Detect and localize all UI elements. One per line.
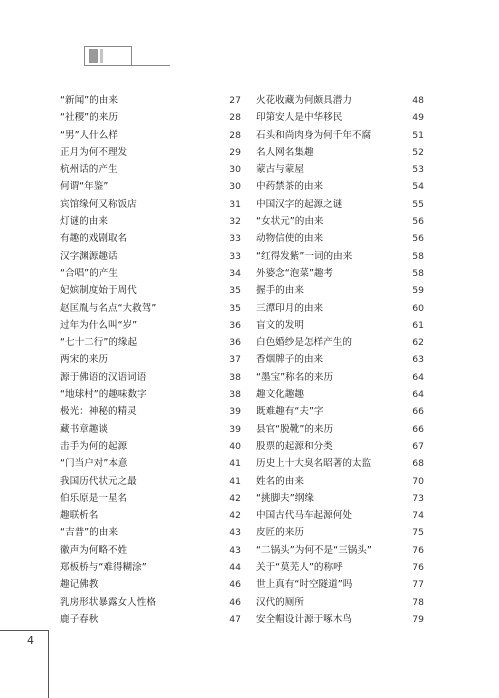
toc-entry	[60, 351, 241, 368]
toc-entry-page: 78	[412, 596, 424, 608]
toc-entry	[256, 127, 424, 144]
toc-entry-title: 世上真有“时空隧道”吗	[256, 579, 353, 591]
toc-entry	[60, 265, 241, 282]
toc-entry-title: 有趣的戏剧取名	[60, 233, 128, 245]
toc-entry	[256, 559, 424, 576]
toc-entry	[60, 524, 241, 541]
toc-entry-title: 皮匠的来历	[256, 527, 304, 539]
toc-entry-page: 76	[412, 562, 424, 574]
toc-entry-page: 51	[412, 129, 424, 141]
toc-entry	[256, 455, 424, 472]
toc-entry	[60, 386, 241, 403]
toc-entry-title: 灯谜的由来	[60, 216, 108, 228]
toc-entry	[256, 594, 424, 611]
toc-entry-title: 外婆念“泡菜”趣考	[256, 267, 334, 279]
toc-entry-title: 动物信使的由来	[256, 233, 324, 245]
toc-entry-title: “吉普”的由来	[60, 527, 118, 539]
toc-entry-title: 乳房形状暴露女人性格	[60, 596, 156, 608]
toc-entry	[60, 490, 241, 507]
toc-entry-title: 关于“莫芜人”的称呼	[256, 562, 343, 574]
toc-entry-title: 郑板桥与“难得糊涂”	[60, 562, 147, 574]
toc-entry-title: 历史上十大臭名昭著的太监	[256, 458, 372, 470]
toc-entry	[60, 542, 241, 559]
toc-entry	[256, 282, 424, 299]
toc-entry	[60, 473, 241, 490]
toc-entry-title: 源于佛语的汉语词语	[60, 371, 147, 383]
toc-entry-title: 趣联析名	[60, 510, 99, 522]
toc-entry-page: 56	[412, 233, 424, 245]
toc-entry-page: 28	[229, 112, 241, 124]
toc-entry-page: 61	[412, 319, 424, 331]
toc-column-left	[60, 92, 241, 628]
toc-entry-title: 白色婚纱是怎样产生的	[256, 337, 352, 349]
toc-entry-title: 鹿子春秋	[60, 613, 99, 625]
toc-entry-title: “合唱”的产生	[60, 267, 118, 279]
toc-entry-page: 66	[412, 406, 424, 418]
toc-entry-title: 伯乐原是一星名	[60, 492, 128, 504]
header-ornament-block	[89, 49, 98, 63]
toc-entry-title: 中国古代马车起源何处	[256, 510, 352, 522]
toc-entry-page: 74	[412, 510, 424, 522]
toc-entry-page: 27	[229, 95, 241, 106]
toc-entry-page: 47	[229, 613, 241, 625]
toc-entry	[256, 403, 424, 420]
header-rule	[84, 65, 170, 66]
toc-entry-page: 37	[229, 354, 241, 366]
toc-entry-page: 66	[412, 423, 424, 435]
toc-entry-title: 两宋的来历	[60, 354, 108, 366]
toc-entry-page: 77	[412, 579, 424, 591]
toc-entry-page: 76	[412, 544, 424, 556]
toc-entry-title: 杭州话的产生	[60, 164, 118, 176]
toc-entry	[60, 92, 241, 109]
toc-entry-page: 64	[412, 389, 424, 401]
toc-entry-page: 73	[412, 492, 424, 504]
toc-entry	[60, 576, 241, 593]
toc-entry-page: 46	[229, 596, 241, 608]
toc-entry-title: 中国汉字的起源之谜	[256, 198, 343, 210]
toc-entry	[60, 109, 241, 126]
toc-entry-title: 名人网名集趣	[256, 146, 314, 158]
toc-entry	[256, 265, 424, 282]
toc-entry	[256, 369, 424, 386]
toc-entry-title: “墨宝”称名的来历	[256, 371, 334, 383]
toc-entry	[256, 542, 424, 559]
toc-entry	[256, 196, 424, 213]
toc-entry-title: 赵匡胤与名点“大救驾”	[60, 302, 157, 314]
toc-entry-page: 34	[229, 267, 241, 279]
toc-entry	[256, 473, 424, 490]
toc-entry-page: 36	[229, 337, 241, 349]
toc-entry-title: 股票的起源和分类	[256, 440, 333, 452]
toc-entry	[256, 490, 424, 507]
toc-entry-title: 藏书章趣谈	[60, 423, 108, 435]
toc-entry-page: 30	[229, 181, 241, 193]
toc-entry-page: 33	[229, 233, 241, 245]
toc-entry	[60, 594, 241, 611]
toc-entry	[256, 351, 424, 368]
toc-entry	[60, 196, 241, 213]
toc-entry-title: 既难趣有“夫”字	[256, 406, 324, 418]
toc-entry	[256, 144, 424, 161]
toc-entry-title: 过年为什么叫“岁”	[60, 319, 138, 331]
toc-entry	[256, 317, 424, 334]
toc-entry	[60, 178, 241, 195]
toc-entry-title: 汉代的厕所	[256, 596, 304, 608]
toc-entry-title: 极光：神秘的精灵	[60, 406, 137, 418]
toc-entry-page: 39	[229, 406, 241, 418]
toc-entry-title: 妃嫔制度始于周代	[60, 285, 137, 297]
toc-entry-page: 75	[412, 527, 424, 539]
toc-entry-title: “二锅头”为何不是“三锅头”	[256, 544, 372, 556]
toc-entry-page: 63	[412, 354, 424, 366]
toc-entry-page: 35	[229, 302, 241, 314]
toc-entry-title: 县官“脱靴”的来历	[256, 423, 334, 435]
toc-entry-page: 59	[412, 285, 424, 297]
toc-entry-page: 44	[229, 562, 241, 574]
toc-entry	[256, 334, 424, 351]
toc-entry-page: 42	[229, 492, 241, 504]
toc-entry-page: 58	[412, 267, 424, 279]
toc-entry-title: 盲文的发明	[256, 319, 304, 331]
toc-entry-title: 击手为何的起源	[60, 440, 128, 452]
toc-entry-page: 55	[412, 198, 424, 210]
toc-entry-title: 中药禁茶的由来	[256, 181, 324, 193]
toc-entry-title: “男”人什么样	[60, 129, 118, 141]
toc-entry-title: “挑脚夫”纲缘	[256, 492, 314, 504]
toc-entry	[60, 144, 241, 161]
toc-entry-page: 79	[412, 613, 424, 625]
toc-entry-title: 宾馆缘何又称饭店	[60, 198, 137, 210]
toc-entry-page: 35	[229, 285, 241, 297]
toc-entry-page: 60	[412, 302, 424, 314]
toc-entry-page: 29	[229, 146, 241, 158]
toc-entry-title: “社稷”的来历	[60, 112, 118, 124]
toc-entry	[256, 248, 424, 265]
toc-entry-title: 趣记佛教	[60, 579, 99, 591]
toc-entry	[60, 317, 241, 334]
footer-vertical-rule	[48, 630, 49, 698]
toc-entry	[60, 127, 241, 144]
toc-entry-title: “女状元”的由来	[256, 216, 324, 228]
toc-entry	[256, 92, 424, 109]
toc-entry-title: 正月为何不理发	[60, 146, 128, 158]
toc-entry-title: 握手的由来	[256, 285, 304, 297]
toc-entry	[60, 421, 241, 438]
toc-entry	[60, 213, 241, 230]
toc-entry-title: 印第安人是中华移民	[256, 112, 343, 124]
toc-entry-page: 56	[412, 216, 424, 228]
toc-entry-page: 46	[229, 579, 241, 591]
toc-entry-title: “新闻”的由来	[60, 95, 118, 106]
toc-entry-page: 67	[412, 440, 424, 452]
toc-entry	[60, 161, 241, 178]
toc-entry	[256, 300, 424, 317]
toc-entry-page: 68	[412, 458, 424, 470]
toc-entry	[60, 455, 241, 472]
toc-entry	[60, 300, 241, 317]
toc-entry	[256, 576, 424, 593]
toc-entry-page: 36	[229, 319, 241, 331]
toc-entry-page: 62	[412, 337, 424, 349]
toc-entry	[60, 403, 241, 420]
toc-entry	[60, 334, 241, 351]
toc-entry-title: 汉字渊源趣话	[60, 250, 118, 262]
toc-entry-page: 43	[229, 527, 241, 539]
toc-entry	[60, 369, 241, 386]
toc-entry-title: 安全帽设计源于啄木鸟	[256, 613, 352, 625]
toc-entry	[60, 507, 241, 524]
toc-entry-page: 31	[229, 198, 241, 210]
page-number: 4	[27, 634, 34, 647]
toc-entry-page: 52	[412, 146, 424, 158]
toc-entry-title: 徽声为何略不姓	[60, 544, 128, 556]
toc-entry	[60, 248, 241, 265]
toc-entry-page: 42	[229, 510, 241, 522]
toc-entry-title: 我国历代状元之最	[60, 475, 137, 487]
toc-entry-page: 43	[229, 544, 241, 556]
toc-entry-page: 28	[229, 129, 241, 141]
toc-entry-page: 33	[229, 250, 241, 262]
toc-entry	[60, 230, 241, 247]
toc-entry-title: “七十二行”的缘起	[60, 337, 138, 349]
toc-entry-page: 41	[229, 475, 241, 487]
toc-entry	[256, 386, 424, 403]
toc-entry-title: 火花收藏为何颇具潜力	[256, 95, 352, 106]
toc-entry	[60, 559, 241, 576]
toc-column-right	[256, 92, 424, 628]
toc-entry	[256, 611, 424, 628]
toc-entry-title: 趣文化趣趣	[256, 389, 304, 401]
toc-entry	[256, 438, 424, 455]
toc-entry-page: 41	[229, 458, 241, 470]
toc-entry-title: 蒙古与蒙屋	[256, 164, 304, 176]
toc-entry	[60, 611, 241, 628]
toc-entry	[60, 438, 241, 455]
toc-entry-title: 香烟牌子的由来	[256, 354, 324, 366]
toc-entry-title: 三潭印月的由来	[256, 302, 324, 314]
toc-entry-page: 49	[412, 112, 424, 124]
toc-entry-title: “地球村”的趣味数字	[60, 389, 147, 401]
toc-entry	[256, 507, 424, 524]
toc-entry-page: 38	[229, 371, 241, 383]
toc-entry-title: “红得发紫”一词的由来	[256, 250, 353, 262]
toc-entry-page: 48	[412, 95, 424, 106]
toc-entry	[256, 524, 424, 541]
toc-entry	[256, 213, 424, 230]
toc-entry-page: 64	[412, 371, 424, 383]
toc-entry-page: 32	[229, 216, 241, 228]
toc-entry	[256, 178, 424, 195]
toc-entry-page: 70	[412, 475, 424, 487]
toc-entry	[256, 109, 424, 126]
toc-entry-page: 40	[229, 440, 241, 452]
footer-rule	[0, 630, 48, 631]
toc-entry-page: 39	[229, 423, 241, 435]
header-ornament	[84, 46, 132, 66]
toc-entry	[256, 421, 424, 438]
toc-entry	[256, 230, 424, 247]
toc-entry-title: 何谓“年鉴”	[60, 181, 109, 193]
toc-entry-page: 54	[412, 181, 424, 193]
toc-entry-title: 姓名的由来	[256, 475, 304, 487]
toc-entry-title: “门当户对”本意	[60, 458, 128, 470]
toc-entry-page: 38	[229, 389, 241, 401]
toc-entry-page: 30	[229, 164, 241, 176]
toc-entry-page: 58	[412, 250, 424, 262]
toc-entry	[256, 161, 424, 178]
toc-entry-title: 石头和尚肉身为何千年不腐	[256, 129, 372, 141]
toc-entry-page: 53	[412, 164, 424, 176]
header-ornament-bar	[100, 49, 103, 63]
toc-entry	[60, 282, 241, 299]
